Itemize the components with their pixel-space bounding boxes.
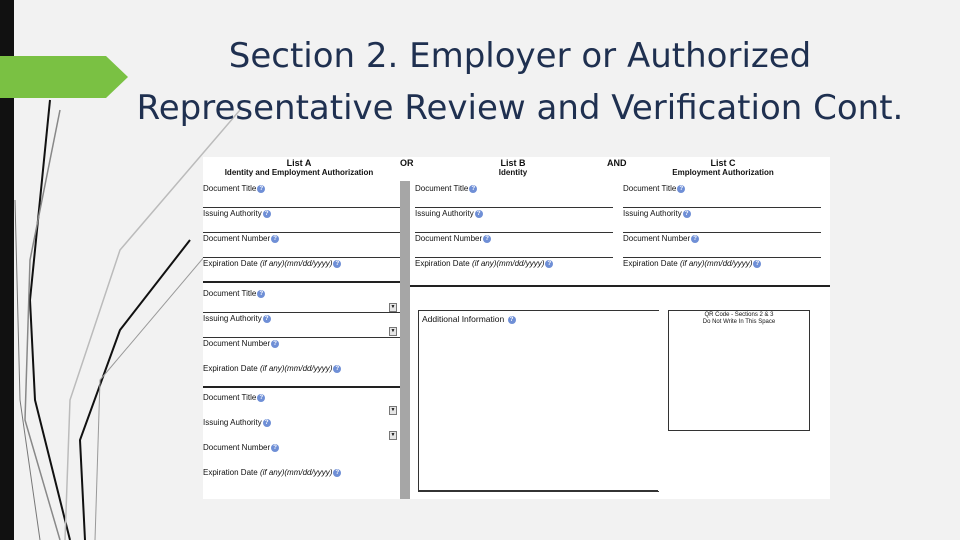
help-icon[interactable]: ? [683, 210, 691, 218]
list-a-doc1-expiration-field[interactable]: Expiration Date (if any)(mm/dd/yyyy) ? [203, 258, 400, 283]
list-b-title: List B [500, 158, 526, 168]
list-a-header [203, 158, 395, 178]
title-line-1: Section 2. Employer or Authorized [228, 36, 812, 76]
help-icon[interactable]: ? [483, 235, 491, 243]
help-icon[interactable]: ? [257, 290, 265, 298]
slide-title [110, 30, 930, 134]
list-a-doc3-number-field[interactable]: Document Number ? [203, 442, 400, 467]
list-a-doc3-title-field[interactable]: Document Title ? [203, 392, 400, 417]
help-icon[interactable]: ? [677, 185, 685, 193]
list-c-subtitle: Employment Authorization [672, 168, 774, 177]
title-line-2: Representative Review and Verification Cont. [136, 88, 904, 128]
additional-information-label: Additional Information ? [422, 314, 516, 324]
help-icon[interactable]: ? [333, 260, 341, 268]
list-a-doc3-expiration-field[interactable]: Expiration Date (if any)(mm/dd/yyyy) ? [203, 467, 400, 492]
list-a-doc2-issuing-field[interactable]: Issuing Authority ? [203, 313, 400, 338]
i9-section2-form [203, 157, 830, 499]
help-icon[interactable]: ? [271, 340, 279, 348]
list-b-issuing-field[interactable]: Issuing Authority ? [415, 208, 613, 233]
help-icon[interactable]: ? [475, 210, 483, 218]
qr-code-box [668, 310, 810, 431]
list-a-doc2-title-field[interactable]: Document Title ? [203, 288, 400, 313]
dropdown-arrow-icon[interactable]: ▼ [390, 407, 396, 413]
list-c-header [623, 158, 823, 178]
help-icon[interactable]: ? [263, 315, 271, 323]
column-separator [400, 181, 410, 499]
additional-information-bottom-line [418, 490, 658, 491]
list-c-title-field[interactable]: Document Title ? [623, 183, 821, 208]
list-c-issuing-field[interactable]: Issuing Authority ? [623, 208, 821, 233]
list-a-title: List A [286, 158, 312, 168]
help-icon[interactable]: ? [333, 365, 341, 373]
list-a-doc1-title-field[interactable]: Document Title ? [203, 183, 400, 208]
help-icon[interactable]: ? [271, 444, 279, 452]
list-b-expiration-field[interactable]: Expiration Date (if any)(mm/dd/yyyy) ? [415, 258, 613, 283]
dropdown-arrow-icon[interactable]: ▼ [390, 432, 396, 438]
list-c-title: List C [710, 158, 736, 168]
help-icon[interactable]: ? [508, 316, 516, 324]
list-b-title-field[interactable]: Document Title ? [415, 183, 613, 208]
help-icon[interactable]: ? [263, 210, 271, 218]
help-icon[interactable]: ? [257, 185, 265, 193]
help-icon[interactable]: ? [469, 185, 477, 193]
list-a-doc3-issuing-field[interactable]: Issuing Authority ? [203, 417, 400, 442]
section-divider [410, 285, 830, 287]
help-icon[interactable]: ? [545, 260, 553, 268]
dropdown-arrow-icon[interactable]: ▼ [390, 304, 396, 310]
list-a-subtitle: Identity and Employment Authorization [224, 168, 374, 177]
help-icon[interactable]: ? [263, 419, 271, 427]
list-a-doc2-number-field[interactable]: Document Number ? [203, 338, 400, 363]
qr-code-label: QR Code - Sections 2 & 3 Do Not Write In This Space [702, 312, 776, 325]
list-b-number-field[interactable]: Document Number ? [415, 233, 613, 258]
list-b-header [413, 158, 613, 178]
list-a-doc1-issuing-field[interactable]: Issuing Authority ? [203, 208, 400, 233]
help-icon[interactable]: ? [257, 394, 265, 402]
and-label: AND [607, 158, 627, 168]
list-c-expiration-field[interactable]: Expiration Date (if any)(mm/dd/yyyy) ? [623, 258, 821, 283]
additional-information-box[interactable] [418, 310, 659, 492]
help-icon[interactable]: ? [691, 235, 699, 243]
help-icon[interactable]: ? [271, 235, 279, 243]
list-a-doc2-expiration-field[interactable]: Expiration Date (if any)(mm/dd/yyyy) ? [203, 363, 400, 388]
list-a-doc1-number-field[interactable]: Document Number ? [203, 233, 400, 258]
help-icon[interactable]: ? [753, 260, 761, 268]
green-arrow-shape [0, 56, 128, 98]
or-label: OR [400, 158, 414, 168]
list-c-number-field[interactable]: Document Number ? [623, 233, 821, 258]
dropdown-arrow-icon[interactable]: ▼ [390, 328, 396, 334]
help-icon[interactable]: ? [333, 469, 341, 477]
list-b-subtitle: Identity [498, 168, 528, 177]
